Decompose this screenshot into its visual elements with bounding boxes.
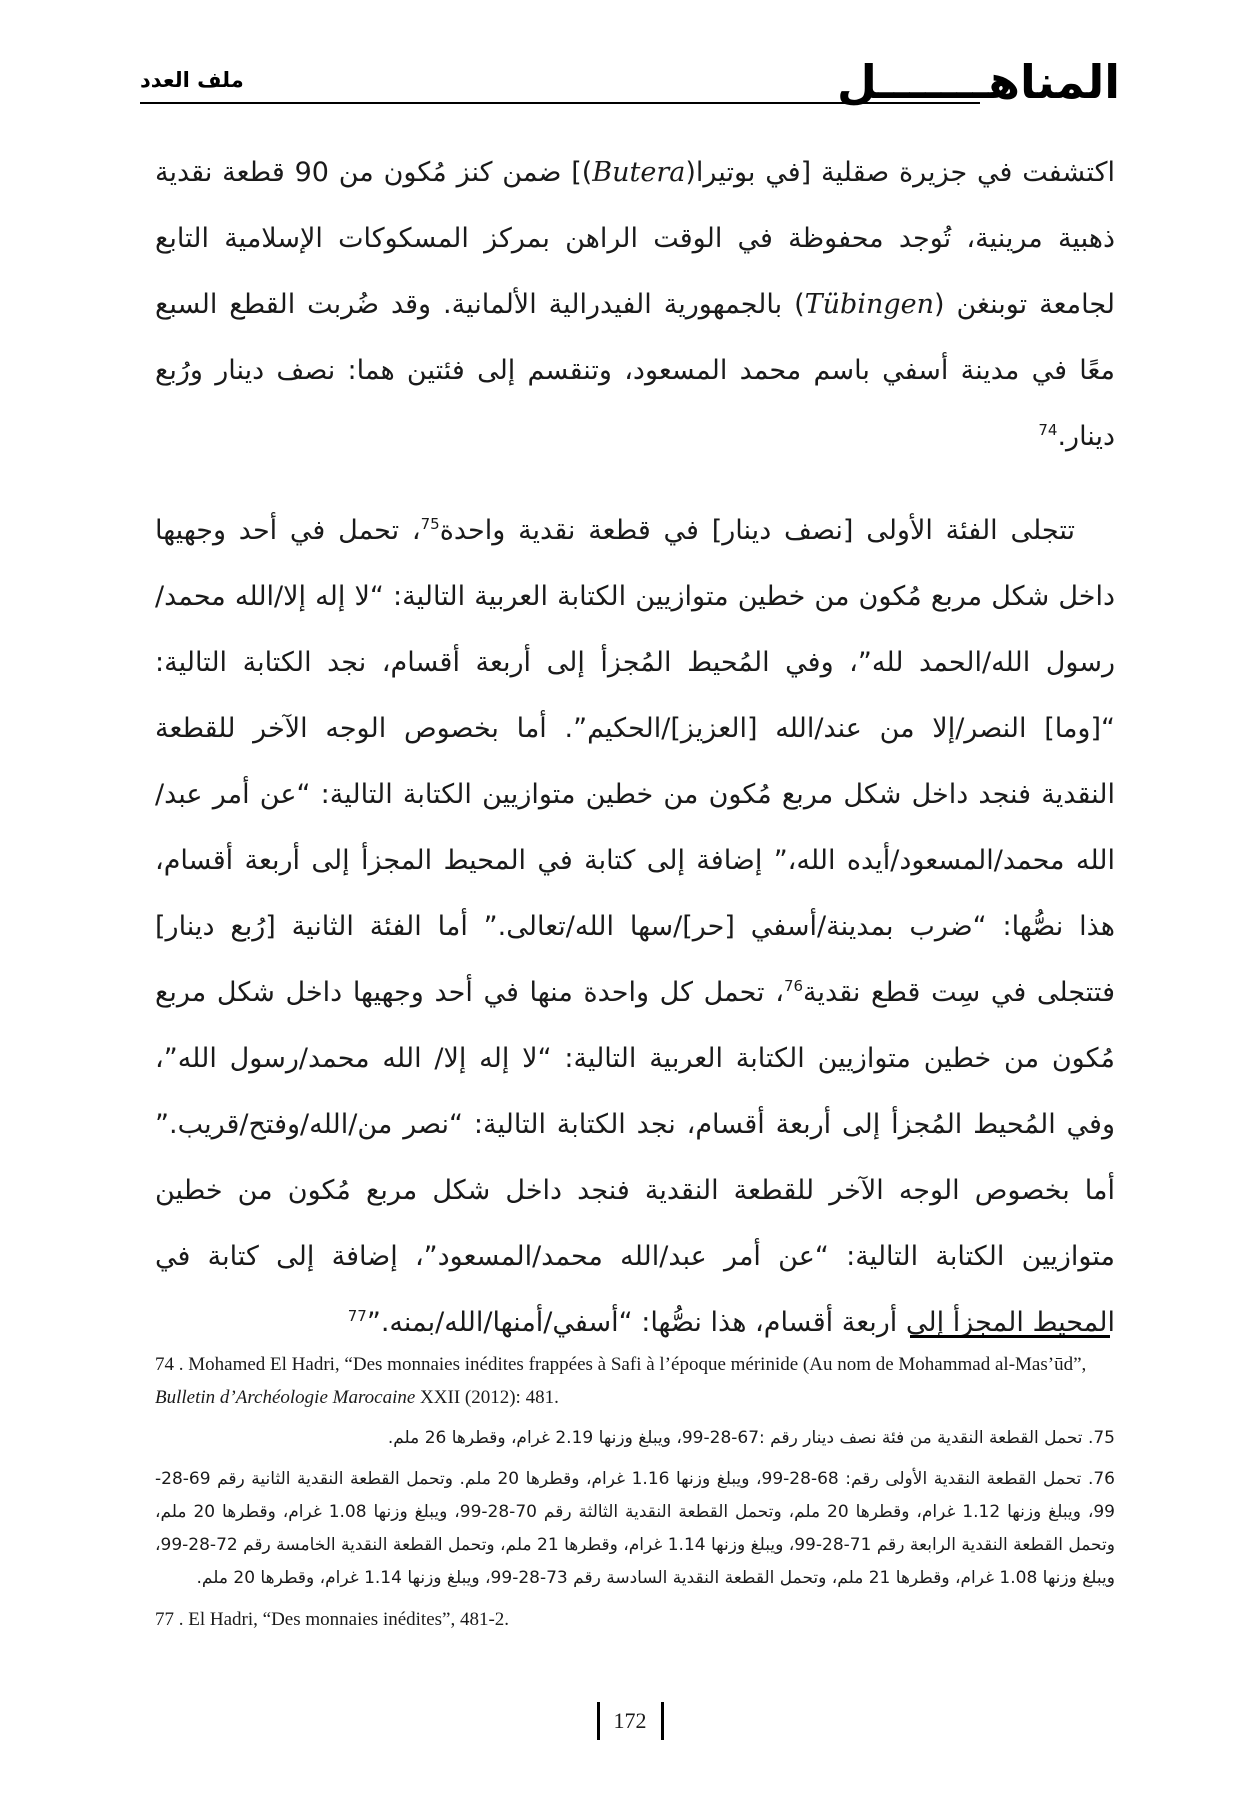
page-header bbox=[140, 52, 1120, 122]
footnote-ref[interactable]: 76 bbox=[783, 977, 804, 995]
text-span: ، تحمل في أحد وجهيها داخل شكل مربع مُكون من خطين متوازيين الكتابة العربية التالية: “لا إله إلا/الله محمد/رسول الله/الحمد لله”، وفي المُحيط المُجزأ إلى أربعة أقسام، نجد الكتابة التالية: “[وما] النصر/إلا من عند/الله [العزيز]/الحكيم”. أما بخصوص الوجه الآخر للقطعة النقدية فنجد داخل شكل مربع مُكون من خطين متوازيين الكتابة التالية: “عن أمر عبد/الله محمد/المسعود/أيده الله،” إضافة إلى كتابة في المحيط المجزأ إلى أربعة أقسام، هذا نصُّها: “ضرب بمدينة/أسفي [حر]/سها الله/تعالى.” أما الفئة الثانية [رُبع دينار] فتتجلى في سِت قطع نقدية bbox=[155, 515, 1115, 1008]
footnotes bbox=[155, 1348, 1115, 1644]
header-rule bbox=[140, 102, 980, 104]
text-span: ) بالجمهورية الفيدرالية الألمانية. وقد ضُربت القطع السبع معًا في مدينة أسفي باسم محمد المسعود، وتنقسم إلى فئتين هما: نصف دينار ورُبع دينار. bbox=[155, 289, 1115, 452]
footnote-text: XXII (2012): 481. bbox=[420, 1387, 559, 1408]
text-span: ، تحمل كل واحدة منها في أحد وجهيها داخل شكل مربع مُكون من خطين متوازيين الكتابة العربية التالية: “لا إله إلا/ الله محمد/رسول الله”، وفي المُحيط المُجزأ إلى أربعة أقسام، نجد الكتابة التالية: “نصر من/الله/وفتح/قريب.” أما بخصوص الوجه الآخر للقطعة النقدية فنجد داخل شكل مربع مُكون من خطين متوازيين الكتابة التالية: “عن أمر عبد/الله محمد/المسعود”، إضافة إلى كتابة في المحيط المجزأ إلى أربعة أقسام، هذا نصُّها: “أسفي/أمنها/الله/بمنه.” bbox=[155, 977, 1115, 1338]
body-text bbox=[155, 140, 1115, 1356]
section-label: ملف العدد bbox=[140, 68, 244, 92]
text-span: )] ضمن كنز مُكون من 90 قطعة نقدية ذهبية مرينية، تُوجد محفوظة في الوقت الراهن بمركز المسكوكات الإسلامية التابع لجامعة توبنغن ( bbox=[155, 157, 1115, 320]
footnote-text: Mohamed El Hadri, “Des monnaies inédites frappées à Safi à l’époque mérinide (Au nom de Mohammad al-Mas’ūd”, bbox=[188, 1354, 1087, 1375]
text-span: تتجلى الفئة الأولى [نصف دينار] في قطعة نقدية واحدة bbox=[439, 515, 1075, 546]
paragraph-2 bbox=[155, 498, 1115, 1356]
latin-term: Tübingen bbox=[804, 289, 934, 320]
page-number-bar bbox=[661, 1702, 664, 1740]
footnote-ref[interactable]: 74 bbox=[1038, 421, 1058, 439]
footnote-75: 75. تحمل القطعة النقدية من فئة نصف دينار رقم :67-28-99، ويبلغ وزنها 2.19 غرام، وقطرها 26 ملم. bbox=[387, 1428, 1115, 1448]
text-span: اكتشفت في جزيرة صقلية [في بوتيرا( bbox=[685, 157, 1115, 188]
page-number bbox=[0, 1702, 1260, 1740]
footnote-number: 74 bbox=[155, 1354, 174, 1375]
journal-title: Bulletin d’Archéologie Marocaine bbox=[155, 1387, 416, 1408]
footnote-76: 76. تحمل القطعة النقدية الأولى رقم: 68-28-99، ويبلغ وزنها 1.16 غرام، وقطرها 20 ملم. وتحمل القطعة النقدية الثانية رقم 69-28-99، ويبلغ وزنها 1.12 غرام، وقطرها 20 ملم، وتحمل القطعة النقدية الثالثة رقم 70-28-99، ويبلغ وزنها 1.08 غرام، وقطرها 20 ملم، وتحمل القطعة النقدية الرابعة رقم 71-28-99، ويبلغ وزنها 1.14 غرام، وقطرها 21 ملم، وتحمل القطعة النقدية الخامسة رقم 72-28-99، ويبلغ وزنها 1.08 غرام، وقطرها 21 ملم، وتحمل القطعة النقدية السادسة رقم 73-28-99، ويبلغ وزنها 1.14 غرام، وقطرها 20 ملم. bbox=[155, 1469, 1115, 1588]
footnote-rule bbox=[910, 1335, 1110, 1338]
footnote-ref[interactable]: 77 bbox=[347, 1307, 367, 1325]
page-number-text: 172 bbox=[613, 1708, 647, 1733]
paragraph-1 bbox=[155, 140, 1115, 470]
journal-logo: المناهـــــــل bbox=[837, 55, 1120, 109]
footnote-77: 77 . El Hadri, “Des monnaies inédites”, 481-2. bbox=[155, 1609, 510, 1630]
footnote-ref[interactable]: 75 bbox=[420, 515, 440, 533]
footnote-74: 74 . Mohamed El Hadri, “Des monnaies inédites frappées à Safi à l’époque mérinide (Au nom de Mohammad al-Mas’ūd”, Bulletin d’Archéologie Marocaine XXII (2012): 481. bbox=[155, 1354, 1087, 1408]
latin-term: Butera bbox=[592, 157, 686, 188]
page-number-bar bbox=[597, 1702, 600, 1740]
